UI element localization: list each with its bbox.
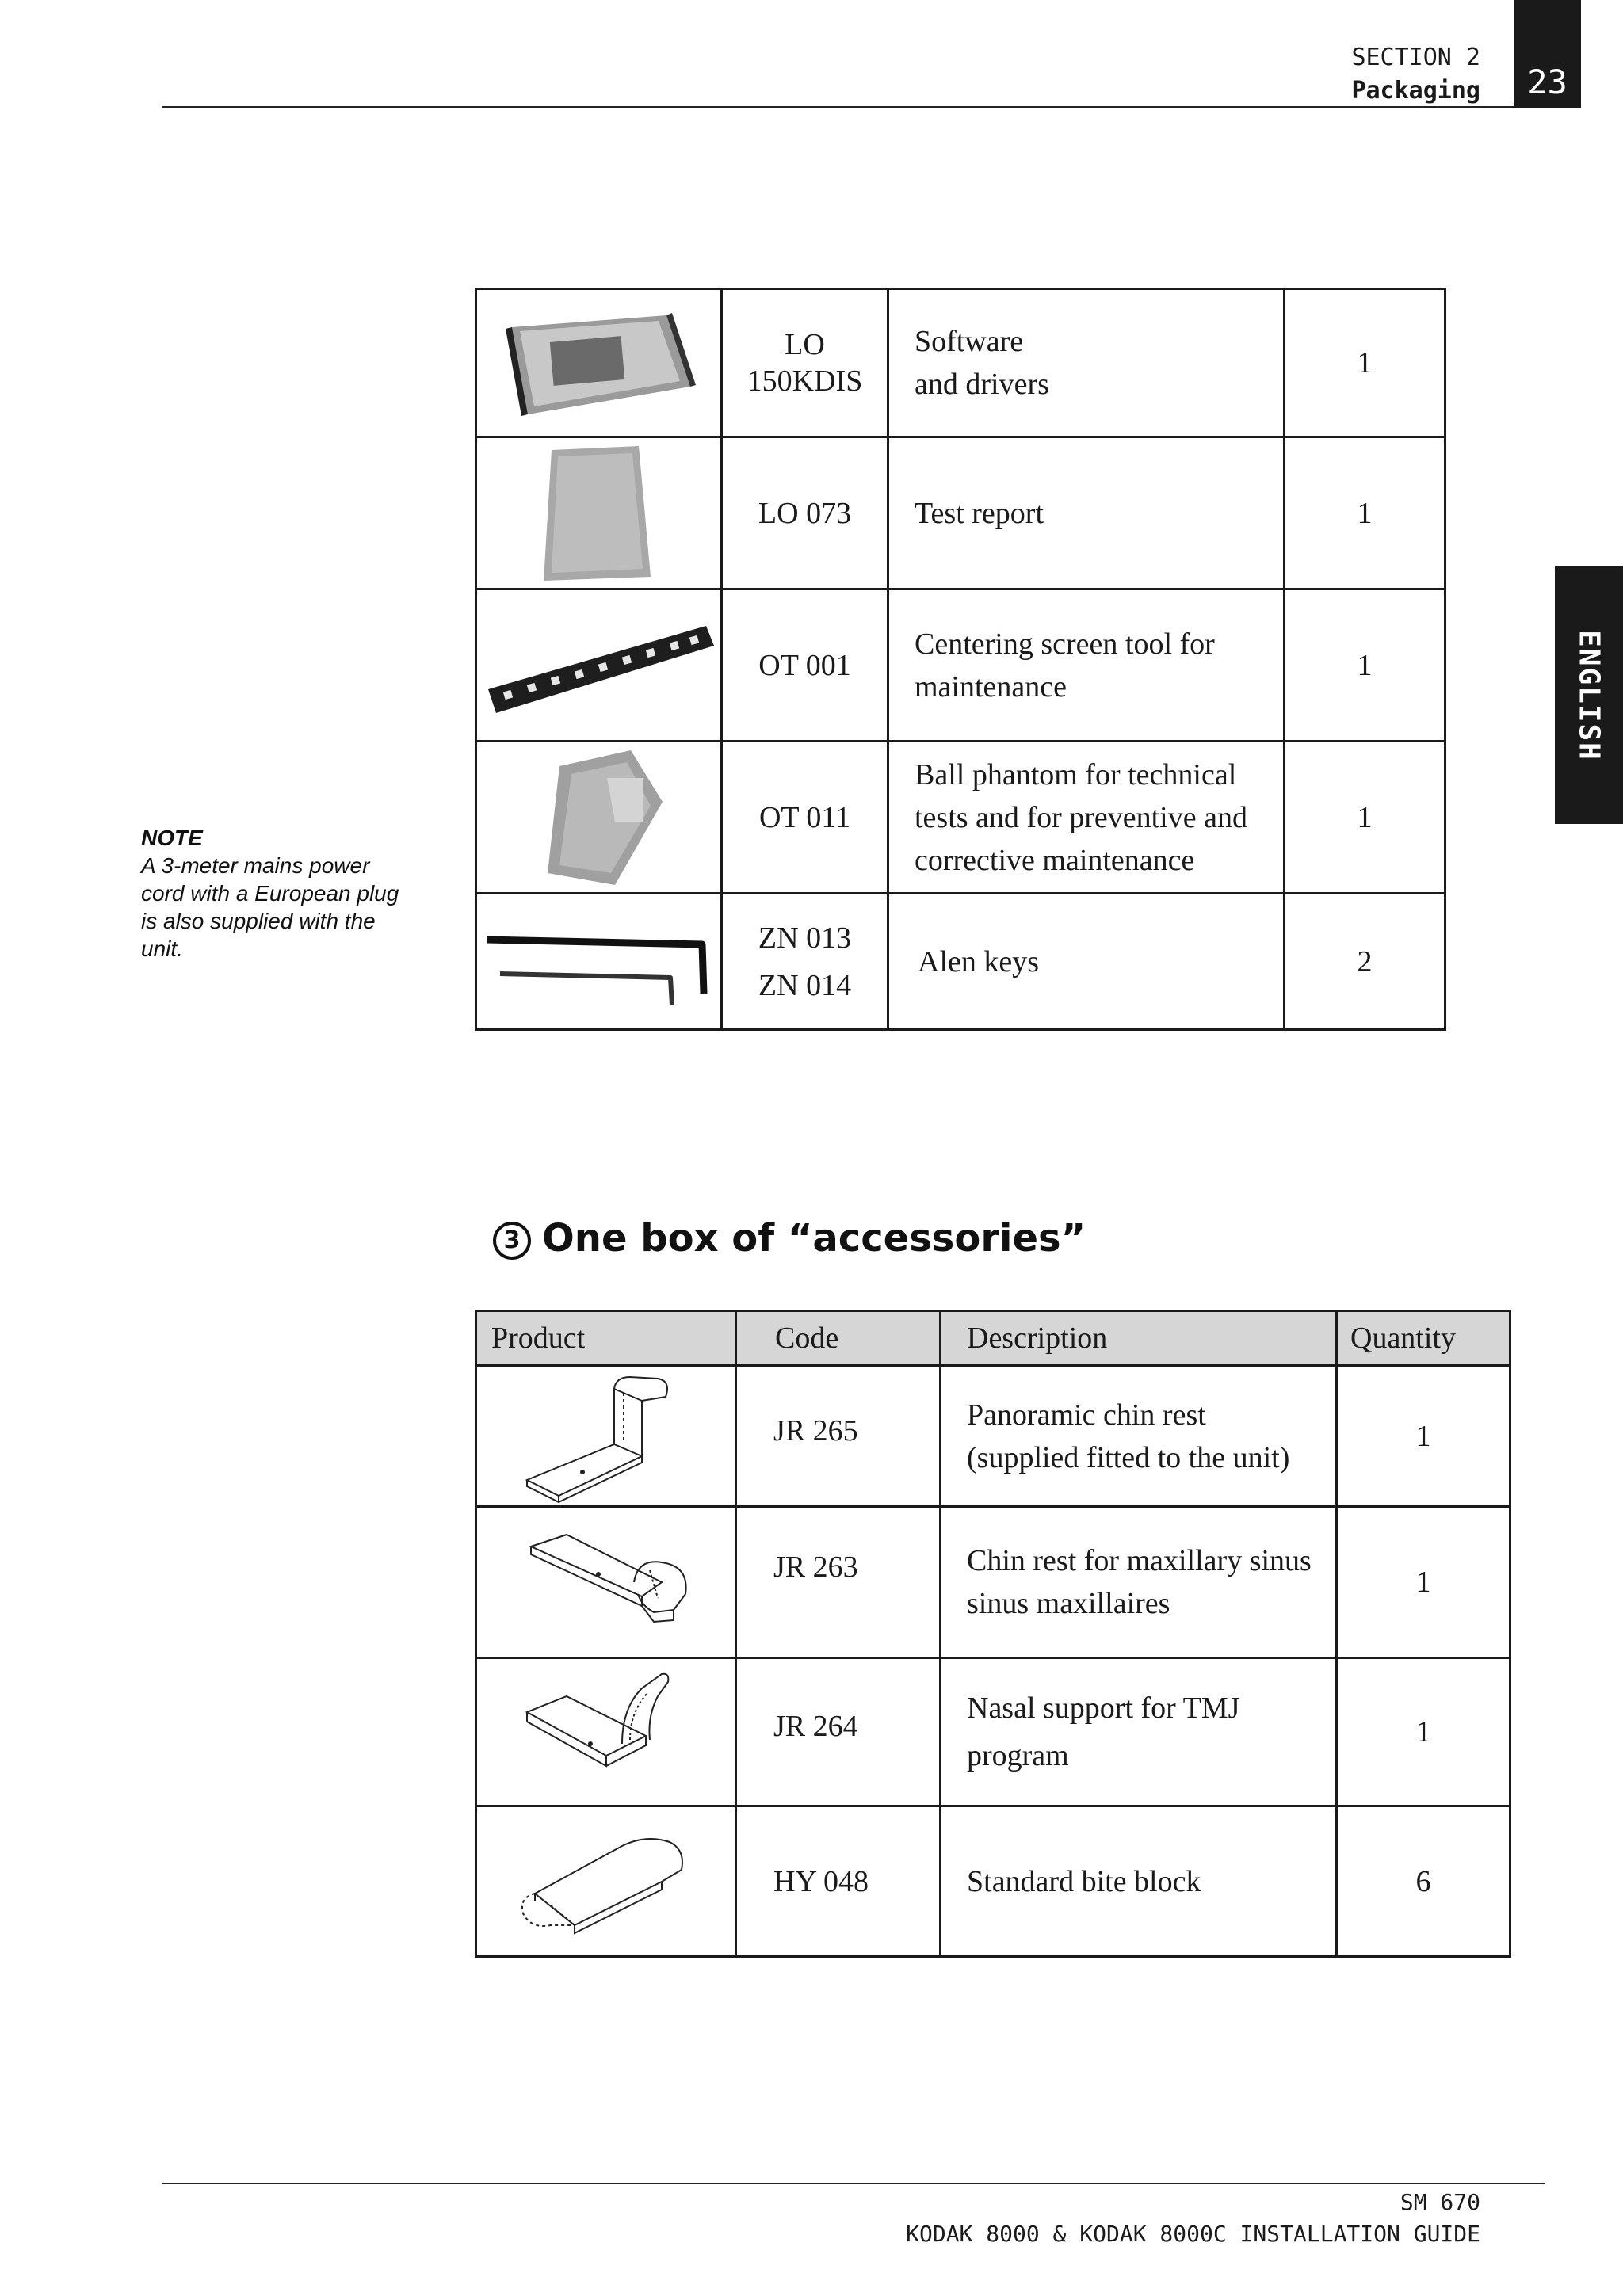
test-report-icon — [496, 442, 702, 585]
maxillary-chin-rest-icon — [503, 1519, 709, 1646]
note-text: A 3-meter mains power cord with a European plug is also supplied with the unit. — [141, 853, 399, 961]
panoramic-chin-rest-icon — [503, 1369, 709, 1504]
product-image-cell — [476, 1366, 736, 1507]
note-title: NOTE — [141, 826, 203, 850]
description-line: maintenance — [915, 669, 1067, 704]
product-description — [888, 289, 1285, 437]
table-row — [476, 1806, 1510, 1957]
allen-keys-icon — [480, 906, 718, 1017]
code-line: 150KDIS — [747, 364, 863, 398]
product-quantity: 1 — [1285, 437, 1445, 589]
description-line: Test report — [915, 496, 1044, 530]
product-quantity: 2 — [1285, 894, 1445, 1030]
footer-doc-code: SM 670 — [1400, 2189, 1480, 2215]
description-line: sinus maxillaires — [967, 1587, 1170, 1620]
product-quantity: 6 — [1337, 1806, 1510, 1957]
product-code: LO 073 — [722, 437, 888, 589]
language-tab-label: ENGLISH — [1572, 629, 1606, 761]
product-quantity: 1 — [1285, 742, 1445, 894]
nasal-support-icon — [503, 1665, 709, 1799]
description-line: program — [967, 1739, 1069, 1772]
footer-title: KODAK 8000 & KODAK 8000C INSTALLATION GUIDE — [906, 2221, 1480, 2247]
page-footer — [906, 2187, 1480, 2250]
product-quantity: 1 — [1337, 1658, 1510, 1806]
table-row — [476, 589, 1445, 742]
description-line: Software — [915, 325, 1024, 358]
table-row — [476, 1507, 1510, 1658]
product-description — [941, 1366, 1337, 1507]
bite-block-icon — [503, 1814, 709, 1949]
product-code: HY 048 — [736, 1806, 941, 1957]
col-header-quantity: Quantity — [1337, 1311, 1510, 1366]
col-header-product: Product — [476, 1311, 736, 1366]
product-code: JR 263 — [736, 1507, 941, 1658]
product-quantity: 1 — [1337, 1507, 1510, 1658]
section-heading — [493, 1216, 1086, 1261]
description-line: (supplied fitted to the unit) — [967, 1440, 1290, 1474]
product-image-cell — [476, 742, 722, 894]
product-description — [888, 437, 1285, 589]
ball-phantom-icon — [496, 746, 702, 889]
product-code: JR 265 — [736, 1366, 941, 1507]
side-note — [141, 824, 403, 963]
product-code — [722, 289, 888, 437]
page-number: 23 — [1514, 0, 1581, 108]
description-line: tests and for preventive and — [915, 800, 1247, 834]
section-title: One box of “accessories” — [542, 1216, 1086, 1261]
table-row — [476, 1658, 1510, 1806]
description-line: corrective maintenance — [915, 843, 1195, 877]
product-image-cell — [476, 1658, 736, 1806]
product-description — [888, 589, 1285, 742]
header-rule — [162, 106, 1545, 108]
section-number: 3 — [493, 1222, 531, 1260]
product-code: OT 001 — [722, 589, 888, 742]
col-header-code: Code — [736, 1311, 941, 1366]
code-line: ZN 014 — [758, 968, 852, 1002]
page-header — [1351, 41, 1480, 108]
description-line: Ball phantom for technical — [915, 757, 1237, 791]
description-line: Nasal support for TMJ — [967, 1691, 1240, 1725]
product-image-cell — [476, 437, 722, 589]
product-description — [941, 1507, 1337, 1658]
product-image-cell — [476, 1806, 736, 1957]
product-code: JR 264 — [736, 1658, 941, 1806]
footer-rule — [162, 2183, 1545, 2184]
table-row — [476, 437, 1445, 589]
description-line: Alen keys — [918, 944, 1040, 978]
software-cd-icon — [496, 303, 702, 422]
section-label: SECTION 2 — [1351, 44, 1480, 71]
product-quantity: 1 — [1285, 289, 1445, 437]
language-tab — [1555, 566, 1623, 824]
package-contents-table — [475, 288, 1446, 1031]
description-line: Standard bite block — [967, 1864, 1201, 1898]
product-description — [888, 742, 1285, 894]
table-header-row — [476, 1311, 1510, 1366]
centering-tool-icon — [480, 602, 718, 729]
code-line: ZN 013 — [758, 921, 852, 955]
product-code — [722, 894, 888, 1030]
description-line: Chin rest for maxillary sinus — [967, 1544, 1312, 1577]
product-description — [888, 894, 1285, 1030]
col-header-description: Description — [941, 1311, 1337, 1366]
table-row — [476, 289, 1445, 437]
product-quantity: 1 — [1337, 1366, 1510, 1507]
product-code: OT 011 — [722, 742, 888, 894]
table-row — [476, 894, 1445, 1030]
subsection-label: Packaging — [1351, 77, 1480, 105]
description-line: Centering screen tool for — [915, 627, 1215, 661]
product-description — [941, 1658, 1337, 1806]
product-quantity: 1 — [1285, 589, 1445, 742]
table-row — [476, 1366, 1510, 1507]
accessories-table — [475, 1310, 1511, 1958]
description-line: and drivers — [915, 368, 1049, 401]
product-image-cell — [476, 589, 722, 742]
product-image-cell — [476, 1507, 736, 1658]
product-description — [941, 1806, 1337, 1957]
product-image-cell — [476, 289, 722, 437]
code-line: LO — [785, 328, 825, 361]
table-row — [476, 742, 1445, 894]
description-line: Panoramic chin rest — [967, 1398, 1206, 1432]
product-image-cell — [476, 894, 722, 1030]
